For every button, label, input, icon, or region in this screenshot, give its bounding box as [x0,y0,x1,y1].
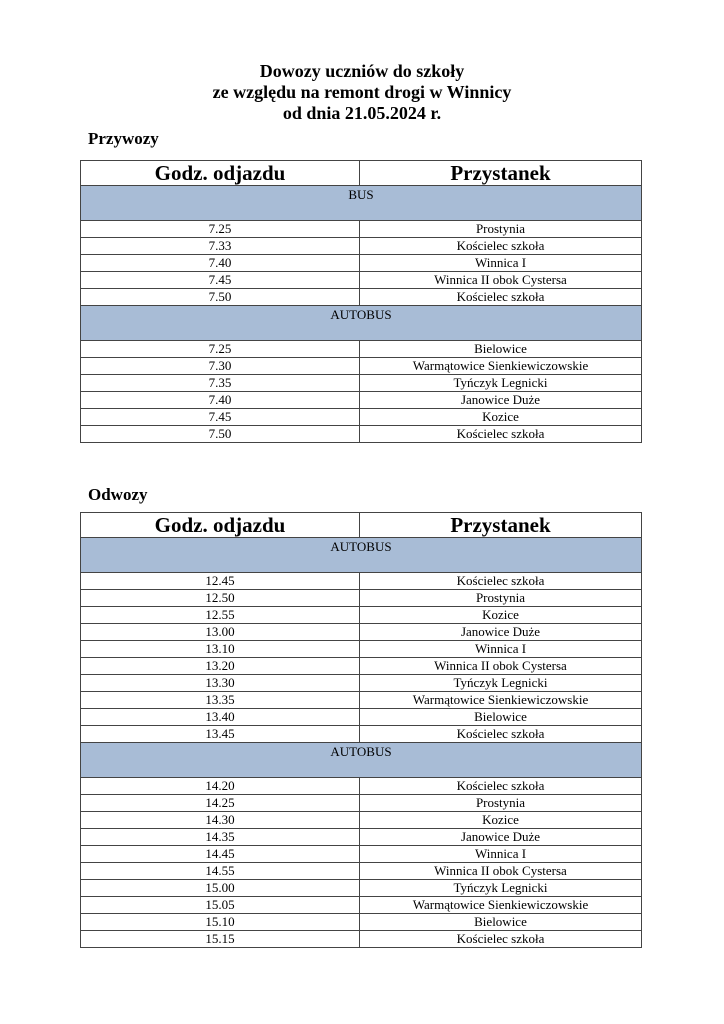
bus-stop: Prostynia [360,221,642,238]
table-row [81,812,642,829]
title-line-2: ze względu na remont drogi w Winnicy [212,82,512,102]
departure-time: 7.30 [81,358,360,375]
schedule-table-odwozy [80,512,642,948]
table-row [81,221,642,238]
departure-time: 13.35 [81,692,360,709]
bus-stop: Warmątowice Sienkiewiczowskie [360,358,642,375]
departure-time: 7.25 [81,341,360,358]
departure-time: 15.00 [81,880,360,897]
departure-time: 7.50 [81,289,360,306]
column-header-stop: Przystanek [360,161,642,186]
bus-stop: Tyńczyk Legnicki [360,880,642,897]
bus-stop: Bielowice [360,709,642,726]
departure-time: 14.55 [81,863,360,880]
column-header-time: Godz. odjazdu [81,513,360,538]
departure-time: 7.45 [81,409,360,426]
vehicle-group-label: AUTOBUS [81,306,642,341]
bus-stop: Kozice [360,409,642,426]
table-row [81,931,642,948]
bus-stop: Tyńczyk Legnicki [360,675,642,692]
section-label-odwozy: Odwozy [88,485,148,504]
departure-time: 7.40 [81,392,360,409]
bus-stop: Winnica I [360,255,642,272]
bus-stop: Bielowice [360,341,642,358]
departure-time: 15.15 [81,931,360,948]
table-row [81,255,642,272]
departure-time: 14.20 [81,778,360,795]
departure-time: 7.40 [81,255,360,272]
vehicle-group-label: AUTOBUS [81,538,642,573]
bus-stop: Bielowice [360,914,642,931]
column-header-stop: Przystanek [360,513,642,538]
table-row [81,829,642,846]
table-row [81,897,642,914]
departure-time: 14.30 [81,812,360,829]
vehicle-group-row [81,743,642,778]
table-row [81,863,642,880]
departure-time: 7.35 [81,375,360,392]
table-row [81,795,642,812]
bus-stop: Kościelec szkoła [360,778,642,795]
departure-time: 7.50 [81,426,360,443]
table-row [81,778,642,795]
bus-stop: Janowice Duże [360,392,642,409]
table-row [81,726,642,743]
bus-stop: Winnica II obok Cystersa [360,658,642,675]
departure-time: 13.00 [81,624,360,641]
departure-time: 14.25 [81,795,360,812]
bus-stop: Warmątowice Sienkiewiczowskie [360,897,642,914]
table-row [81,675,642,692]
bus-stop: Kościelec szkoła [360,426,642,443]
bus-stop: Kościelec szkoła [360,931,642,948]
bus-stop: Janowice Duże [360,829,642,846]
table-row [81,409,642,426]
table-row [81,375,642,392]
vehicle-group-row [81,306,642,341]
bus-stop: Kozice [360,607,642,624]
table-row [81,607,642,624]
departure-time: 12.45 [81,573,360,590]
departure-time: 15.10 [81,914,360,931]
bus-stop: Kościelec szkoła [360,726,642,743]
departure-time: 7.25 [81,221,360,238]
title-line-1: Dowozy uczniów do szkoły [259,61,465,81]
table-row [81,426,642,443]
departure-time: 13.20 [81,658,360,675]
departure-time: 14.35 [81,829,360,846]
column-header-time: Godz. odjazdu [81,161,360,186]
table-row [81,641,642,658]
table-header-row [81,161,642,186]
bus-stop: Prostynia [360,590,642,607]
table-row [81,238,642,255]
bus-stop: Janowice Duże [360,624,642,641]
table-row [81,272,642,289]
table-row [81,289,642,306]
table-row [81,358,642,375]
vehicle-group-label: AUTOBUS [81,743,642,778]
table-row [81,692,642,709]
table-row [81,914,642,931]
table-row [81,880,642,897]
departure-time: 15.05 [81,897,360,914]
title-line-3: od dnia 21.05.2024 r. [282,103,442,123]
departure-time: 13.10 [81,641,360,658]
departure-time: 7.33 [81,238,360,255]
vehicle-group-row [81,538,642,573]
bus-stop: Warmątowice Sienkiewiczowskie [360,692,642,709]
departure-time: 12.50 [81,590,360,607]
table-row [81,709,642,726]
bus-stop: Winnica I [360,846,642,863]
table-row [81,392,642,409]
bus-stop: Tyńczyk Legnicki [360,375,642,392]
bus-stop: Kościelec szkoła [360,573,642,590]
bus-stop: Winnica II obok Cystersa [360,863,642,880]
vehicle-group-label: BUS [81,186,642,221]
section-label-przywozy: Przywozy [88,129,159,148]
document-title [0,61,724,124]
departure-time: 13.30 [81,675,360,692]
departure-time: 13.40 [81,709,360,726]
bus-stop: Winnica I [360,641,642,658]
schedule-table-przywozy [80,160,642,443]
table-row [81,573,642,590]
table-row [81,624,642,641]
table-row [81,658,642,675]
table-row [81,590,642,607]
departure-time: 14.45 [81,846,360,863]
table-row [81,846,642,863]
departure-time: 7.45 [81,272,360,289]
bus-stop: Winnica II obok Cystersa [360,272,642,289]
bus-stop: Prostynia [360,795,642,812]
vehicle-group-row [81,186,642,221]
table-row [81,341,642,358]
departure-time: 13.45 [81,726,360,743]
table-header-row [81,513,642,538]
bus-stop: Kościelec szkoła [360,289,642,306]
bus-stop: Kozice [360,812,642,829]
departure-time: 12.55 [81,607,360,624]
bus-stop: Kościelec szkoła [360,238,642,255]
